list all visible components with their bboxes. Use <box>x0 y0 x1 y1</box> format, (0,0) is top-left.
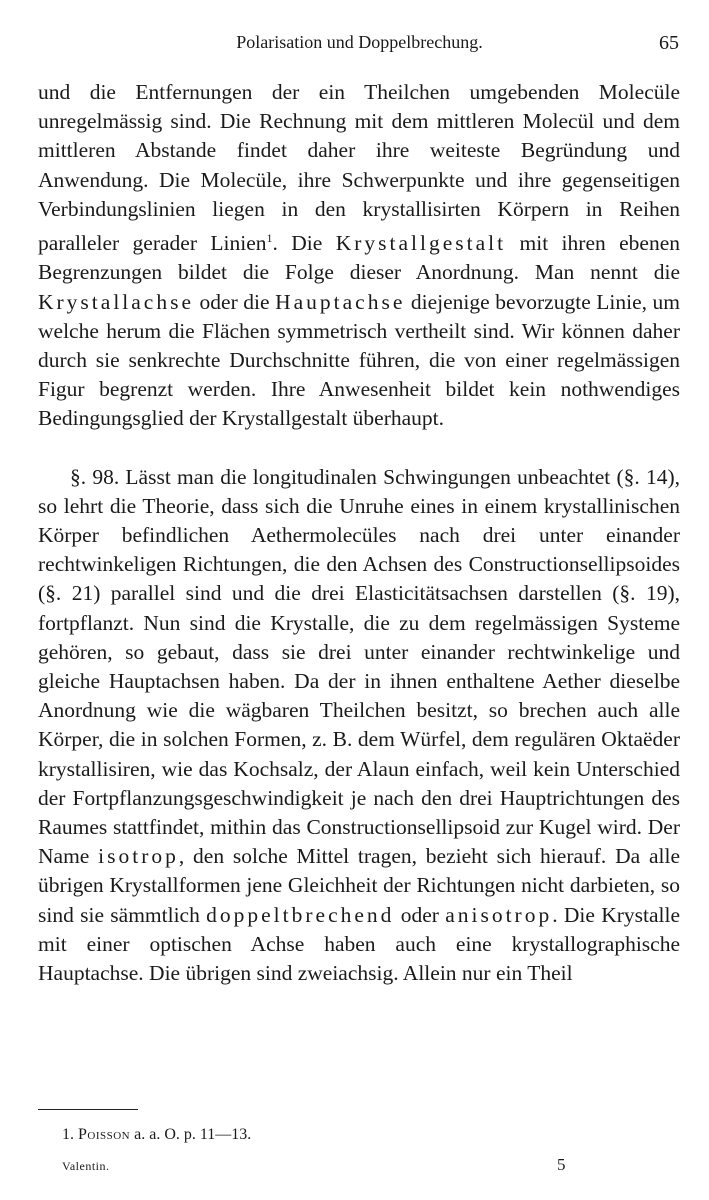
body-text <box>38 78 680 988</box>
emphasized-term: Krystallgestalt <box>335 231 507 256</box>
text-run: und die Entfernungen der ein Theilchen umgebenden Molecüle unregelmässig sind. Die Rechnung mit dem mittleren Molecül und dem mittleren Abstande findet daher ihre weiteste Begründung und Anwendung. Die Molecüle, ihre Schwerpunkte und ihre gegenseitigen Verbindungslinien liegen in den krystallisirten Körpern in Reihen paralleler gerader Linien <box>38 80 680 256</box>
footnote-number: 1. <box>62 1126 74 1143</box>
page-header <box>40 32 679 56</box>
footnote <box>62 1126 251 1144</box>
running-title: Polarisation und Doppelbrechung. <box>236 32 483 52</box>
paragraph <box>38 463 680 989</box>
text-run: oder <box>394 902 446 927</box>
page-number: 65 <box>659 32 679 54</box>
emphasized-term: Krystallachse <box>38 289 195 314</box>
emphasized-term: doppeltbrechend <box>206 902 395 927</box>
text-run: oder die <box>194 289 276 314</box>
emphasized-term: isotrop <box>98 844 179 869</box>
printer-signature-mark: 5 <box>557 1155 566 1174</box>
emphasized-term: anisotrop <box>445 902 553 927</box>
emphasized-term: Hauptachse <box>275 289 406 314</box>
text-run: §. 98. Lässt man die longitudinalen Schwingungen unbeachtet (§. 14), so lehrt die Theorie, dass sich die Unruhe eines in einem krystallinischen Körper befindlichen Aethermolecüles nach drei unter einander rechtwinkeligen Richtungen, die den Achsen des Constructionsellipsoides (§. 21) parallel sind und die drei Elasticitätsachsen darstellen (§. 19), fortpflanzt. Nun sind die Krystalle, die zu dem regelmässigen Systeme gehören, so gebaut, dass sie drei unter einander rechtwinkelige und gleiche Hauptachsen haben. Da der in ihnen enthaltene Aether dieselbe Anordnung wie die wägbaren Theilchen besitzt, so brechen auch alle Körper, die in solchen Formen, z. B. dem Würfel, dem regulären Oktaëder krystallisiren, wie das Kochsalz, der Alaun einfach, weil kein Unterschied der Fortpflanzungsgeschwindigkeit je nach den drei Hauptrichtungen des Raumes stattfindet, mithin das Constructionsellipsoid zur Kugel wird. Der Name <box>38 464 680 869</box>
printer-signature-name: Valentin. <box>62 1159 110 1173</box>
footnote-text: a. a. O. p. 11—13. <box>134 1126 252 1143</box>
text-run: . Die <box>272 231 336 256</box>
footnote-divider <box>38 1109 138 1110</box>
footnote-author: Poisson <box>78 1126 131 1143</box>
paragraph <box>38 78 680 434</box>
footnote-reference: 1 <box>266 231 273 246</box>
text-run: , den solche Mittel tragen, bezieht sich hierauf. Da alle übrigen Krystallformen jene Gleichheit der Richtungen nicht darbieten, so sind sie sämmtlich <box>38 844 680 927</box>
text-run: mit ihren ebenen Begrenzungen bildet die Folge dieser Anordnung. Man nennt die <box>38 231 680 285</box>
text-run: diejenige bevorzugte Linie, um welche herum die Flächen symmetrisch vertheilt sind. Wir können daher durch sie senkrechte Durchschnitte führen, die von einer regelmässigen Figur begrenzt werden. Ihre Anwesenheit bildet kein nothwendiges Bedingungsglied der Krystallgestalt überhaupt. <box>38 289 681 431</box>
text-run: . Die Krystalle mit einer optischen Achse haben auch eine krystallographische Hauptachse. Die übrigen sind zweiachsig. Allein nur ein Theil <box>38 902 681 986</box>
